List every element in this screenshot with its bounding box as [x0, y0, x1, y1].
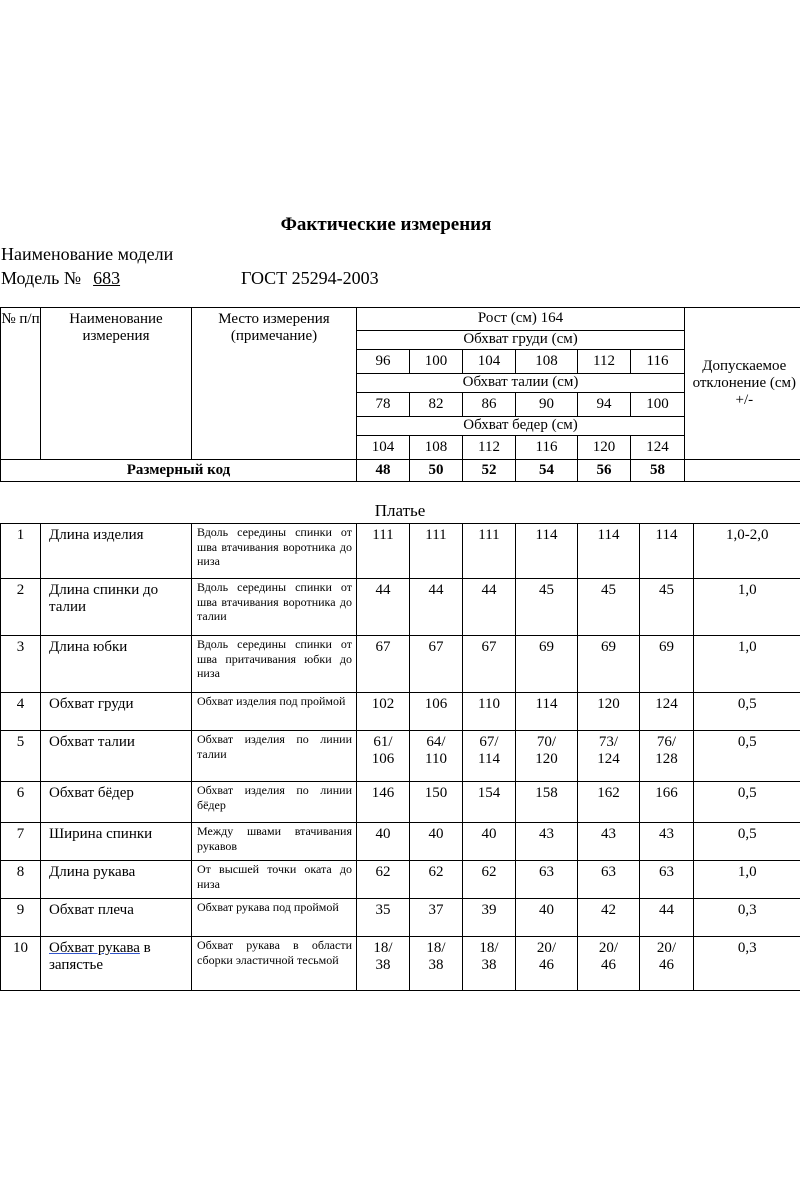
measurement-value: 162 [578, 782, 640, 823]
num-header: № п/п [1, 308, 41, 460]
row-number: 3 [1, 636, 41, 693]
measurement-value: 114 [516, 693, 578, 731]
waist-value: 78 [357, 393, 410, 417]
row-number: 7 [1, 823, 41, 861]
measurement-value: 40 [516, 899, 578, 937]
section-title: Платье [374, 501, 426, 520]
hips-value: 124 [631, 436, 685, 460]
chest-header: Обхват груди (см) [357, 331, 685, 350]
table-row [1, 823, 800, 861]
size-code: 58 [631, 460, 685, 482]
size-code: 48 [357, 460, 410, 482]
measurement-value: 76/ 128 [640, 731, 694, 782]
waist-value: 94 [578, 393, 631, 417]
tolerance-header: Допускаемое отклонение (см) +/- [685, 308, 800, 460]
measurement-value: 110 [463, 693, 516, 731]
measurement-value: 67 [463, 636, 516, 693]
measurement-name: Длина изделия [41, 524, 192, 579]
row-number: 6 [1, 782, 41, 823]
size-code: 50 [410, 460, 463, 482]
measurement-value: 67 [357, 636, 410, 693]
measurement-value: 146 [357, 782, 410, 823]
waist-value: 100 [631, 393, 685, 417]
chest-value: 108 [516, 350, 578, 374]
size-code: 52 [463, 460, 516, 482]
measurement-place: Обхват изделия под проймой [192, 693, 357, 731]
row-number: 4 [1, 693, 41, 731]
measurement-name: Длина рукава [41, 861, 192, 899]
table-row [1, 579, 800, 636]
tolerance-value: 0,5 [694, 782, 800, 823]
measurement-value: 154 [463, 782, 516, 823]
measurement-value: 44 [357, 579, 410, 636]
document-title: Фактические измерения [280, 214, 492, 235]
model-line [1, 268, 126, 289]
measurement-value: 67 [410, 636, 463, 693]
measurement-value: 124 [640, 693, 694, 731]
tolerance-value: 0,5 [694, 693, 800, 731]
measurement-value: 158 [516, 782, 578, 823]
hips-value: 120 [578, 436, 631, 460]
measurement-name: Обхват груди [41, 693, 192, 731]
measurement-value: 37 [410, 899, 463, 937]
tolerance-value: 1,0 [694, 579, 800, 636]
row-number: 2 [1, 579, 41, 636]
measurement-place: Вдоль середины спинки от шва втачивания воротника до талии [192, 579, 357, 636]
chest-value: 116 [631, 350, 685, 374]
size-code-label: Размерный код [1, 460, 357, 482]
measurement-place: Обхват рукава под проймой [192, 899, 357, 937]
measurement-value: 39 [463, 899, 516, 937]
measurement-name: Обхват бёдер [41, 782, 192, 823]
tolerance-value: 0,3 [694, 937, 800, 991]
hips-value: 116 [516, 436, 578, 460]
table-row [1, 731, 800, 782]
measurement-value: 64/ 110 [410, 731, 463, 782]
measurement-value: 114 [578, 524, 640, 579]
hips-header: Обхват бедер (см) [357, 417, 685, 436]
measurement-value: 69 [516, 636, 578, 693]
size-code: 54 [516, 460, 578, 482]
size-code-empty [685, 460, 800, 482]
measurement-value: 70/ 120 [516, 731, 578, 782]
waist-value: 86 [463, 393, 516, 417]
measurement-value: 45 [640, 579, 694, 636]
chest-value: 112 [578, 350, 631, 374]
measurement-value: 43 [516, 823, 578, 861]
measurement-value: 114 [640, 524, 694, 579]
measurement-place: Вдоль середины спинки от шва втачивания воротника до низа [192, 524, 357, 579]
measurement-place: Обхват рукава в области сборки эластичной тесьмой [192, 937, 357, 991]
measurement-name: Обхват талии [41, 731, 192, 782]
table-row [1, 937, 800, 991]
measurement-value: 44 [410, 579, 463, 636]
measurement-value: 45 [578, 579, 640, 636]
measurement-value: 166 [640, 782, 694, 823]
name-header: Наименование измерения [41, 308, 192, 460]
tolerance-value: 1,0 [694, 636, 800, 693]
header-table [0, 307, 800, 482]
model-label: Модель № [1, 268, 82, 288]
measurement-value: 73/ 124 [578, 731, 640, 782]
measurement-value: 43 [640, 823, 694, 861]
measurement-value: 40 [357, 823, 410, 861]
row-number: 1 [1, 524, 41, 579]
measurement-value: 62 [463, 861, 516, 899]
tolerance-value: 0,3 [694, 899, 800, 937]
measurement-place: Между швами втачивания рукавов [192, 823, 357, 861]
tolerance-value: 1,0-2,0 [694, 524, 800, 579]
measurement-value: 20/ 46 [640, 937, 694, 991]
waist-value: 90 [516, 393, 578, 417]
measurement-value: 114 [516, 524, 578, 579]
table-row [1, 899, 800, 937]
measurement-value: 18/ 38 [357, 937, 410, 991]
measurement-value: 63 [578, 861, 640, 899]
measurement-value: 35 [357, 899, 410, 937]
hips-value: 112 [463, 436, 516, 460]
height-header: Рост (см) 164 [357, 308, 685, 331]
measurement-name: Длина юбки [41, 636, 192, 693]
tolerance-value: 0,5 [694, 731, 800, 782]
hips-value: 108 [410, 436, 463, 460]
gost-standard: ГОСТ 25294-2003 [241, 268, 379, 288]
measurement-value: 69 [578, 636, 640, 693]
measurement-value: 45 [516, 579, 578, 636]
hips-value: 104 [357, 436, 410, 460]
measurement-value: 44 [640, 899, 694, 937]
place-header: Место измерения (примечание) [192, 308, 357, 460]
measurement-value: 106 [410, 693, 463, 731]
measurement-name: Длина спинки до талии [41, 579, 192, 636]
measurement-value: 67/ 114 [463, 731, 516, 782]
measurement-value: 42 [578, 899, 640, 937]
measurement-value: 111 [410, 524, 463, 579]
measurement-value: 61/ 106 [357, 731, 410, 782]
measurement-value: 102 [357, 693, 410, 731]
measurement-value: 18/ 38 [463, 937, 516, 991]
measurement-value: 44 [463, 579, 516, 636]
chest-value: 104 [463, 350, 516, 374]
measurement-name: Обхват плеча [41, 899, 192, 937]
measurement-value: 20/ 46 [516, 937, 578, 991]
size-code: 56 [578, 460, 631, 482]
row-number: 10 [1, 937, 41, 991]
waist-header: Обхват талии (см) [357, 374, 685, 393]
measurements-table [0, 523, 800, 991]
waist-value: 82 [410, 393, 463, 417]
row-number: 9 [1, 899, 41, 937]
table-row [1, 782, 800, 823]
table-row [1, 861, 800, 899]
row-number: 5 [1, 731, 41, 782]
measurement-name: Обхват рукава в запястье [41, 937, 192, 991]
measurement-value: 111 [357, 524, 410, 579]
measurement-place: Обхват изделия по линии бёдер [192, 782, 357, 823]
measurement-value: 43 [578, 823, 640, 861]
measurement-value: 40 [410, 823, 463, 861]
measurement-value: 63 [516, 861, 578, 899]
measurement-place: Вдоль середины спинки от шва притачивания юбки до низа [192, 636, 357, 693]
table-row [1, 636, 800, 693]
size-code-row [1, 460, 800, 482]
measurement-value: 63 [640, 861, 694, 899]
measurement-value: 40 [463, 823, 516, 861]
measurement-place: От высшей точки оката до низа [192, 861, 357, 899]
measurement-value: 62 [410, 861, 463, 899]
model-name-label: Наименование модели [1, 244, 174, 264]
measurement-name: Ширина спинки [41, 823, 192, 861]
chest-value: 96 [357, 350, 410, 374]
measurement-value: 18/ 38 [410, 937, 463, 991]
measurement-value: 120 [578, 693, 640, 731]
chest-value: 100 [410, 350, 463, 374]
tolerance-value: 1,0 [694, 861, 800, 899]
row-number: 8 [1, 861, 41, 899]
measurement-value: 20/ 46 [578, 937, 640, 991]
table-row [1, 693, 800, 731]
measurement-value: 69 [640, 636, 694, 693]
measurement-place: Обхват изделия по линии талии [192, 731, 357, 782]
measurement-value: 62 [357, 861, 410, 899]
measurement-value: 150 [410, 782, 463, 823]
tolerance-value: 0,5 [694, 823, 800, 861]
measurement-value: 111 [463, 524, 516, 579]
table-row [1, 524, 800, 579]
model-number: 683 [93, 268, 121, 288]
